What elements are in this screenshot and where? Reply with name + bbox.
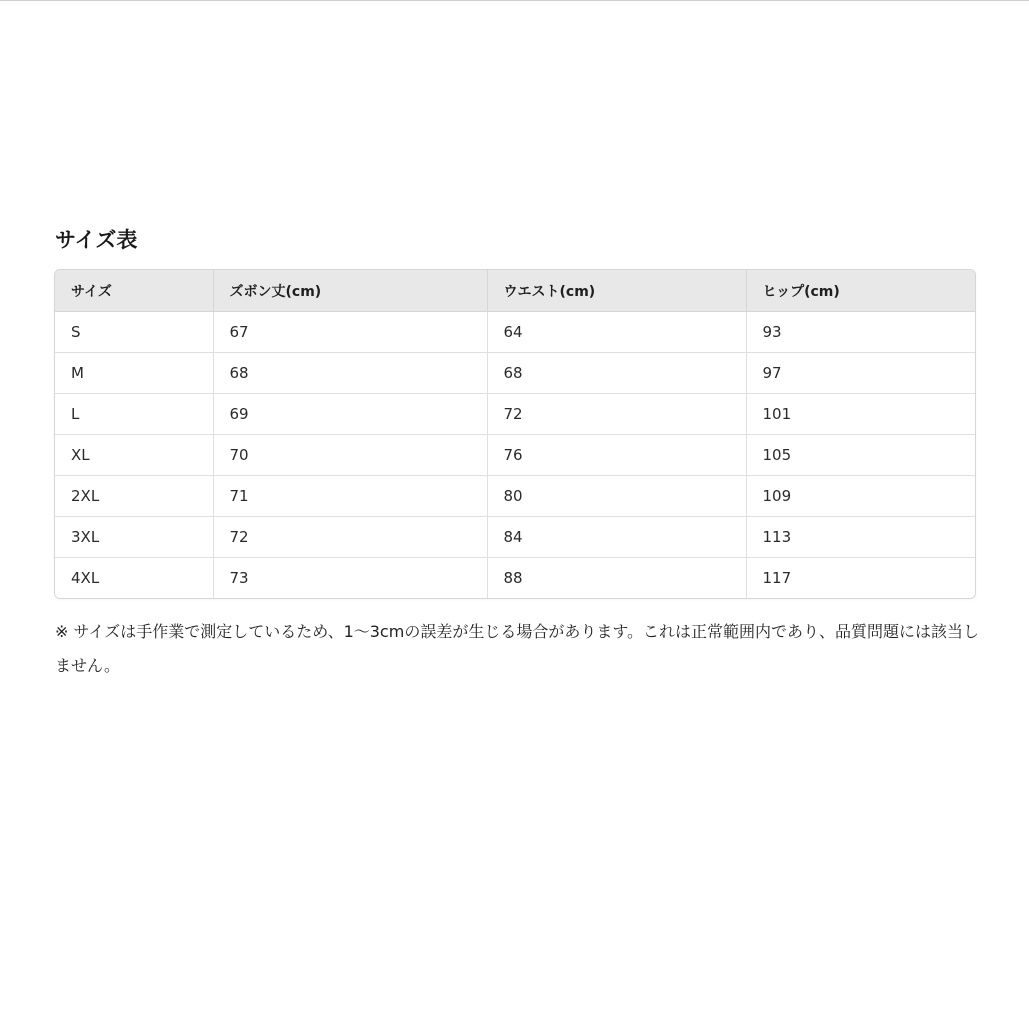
cell-size: 4XL — [55, 558, 213, 599]
cell-pants-length: 70 — [213, 435, 487, 476]
cell-pants-length: 73 — [213, 558, 487, 599]
measurement-note: ※ サイズは手作業で測定しているため、1〜3cmの誤差が生じる場合があります。これは正常範囲内であり、品質問題には該当しません。 — [55, 622, 980, 675]
size-table-body — [55, 312, 975, 599]
size-table-header — [55, 270, 975, 312]
cell-size: 3XL — [55, 517, 213, 558]
cell-hip: 101 — [746, 394, 975, 435]
cell-hip: 109 — [746, 476, 975, 517]
cell-waist: 76 — [487, 435, 746, 476]
table-row — [55, 476, 975, 517]
size-table — [55, 270, 975, 598]
cell-size: S — [55, 312, 213, 353]
cell-hip: 93 — [746, 312, 975, 353]
size-table-container — [54, 269, 976, 599]
cell-pants-length: 72 — [213, 517, 487, 558]
cell-size: M — [55, 353, 213, 394]
cell-pants-length: 69 — [213, 394, 487, 435]
header-row — [55, 270, 975, 312]
table-row — [55, 353, 975, 394]
table-row — [55, 312, 975, 353]
cell-waist: 80 — [487, 476, 746, 517]
cell-pants-length: 68 — [213, 353, 487, 394]
cell-size: L — [55, 394, 213, 435]
header-hip: ヒップ(cm) — [746, 270, 975, 312]
cell-hip: 97 — [746, 353, 975, 394]
table-row — [55, 435, 975, 476]
table-row — [55, 394, 975, 435]
section-title: サイズ表 — [55, 228, 138, 252]
cell-waist: 72 — [487, 394, 746, 435]
cell-pants-length: 67 — [213, 312, 487, 353]
cell-hip: 113 — [746, 517, 975, 558]
cell-hip: 117 — [746, 558, 975, 599]
header-waist: ウエスト(cm) — [487, 270, 746, 312]
cell-waist: 64 — [487, 312, 746, 353]
table-row — [55, 517, 975, 558]
table-row — [55, 558, 975, 599]
cell-size: XL — [55, 435, 213, 476]
cell-hip: 105 — [746, 435, 975, 476]
cell-size: 2XL — [55, 476, 213, 517]
top-divider — [0, 0, 1029, 1]
cell-waist: 84 — [487, 517, 746, 558]
cell-waist: 68 — [487, 353, 746, 394]
header-size: サイズ — [55, 270, 213, 312]
header-pants-length: ズボン丈(cm) — [213, 270, 487, 312]
cell-pants-length: 71 — [213, 476, 487, 517]
cell-waist: 88 — [487, 558, 746, 599]
